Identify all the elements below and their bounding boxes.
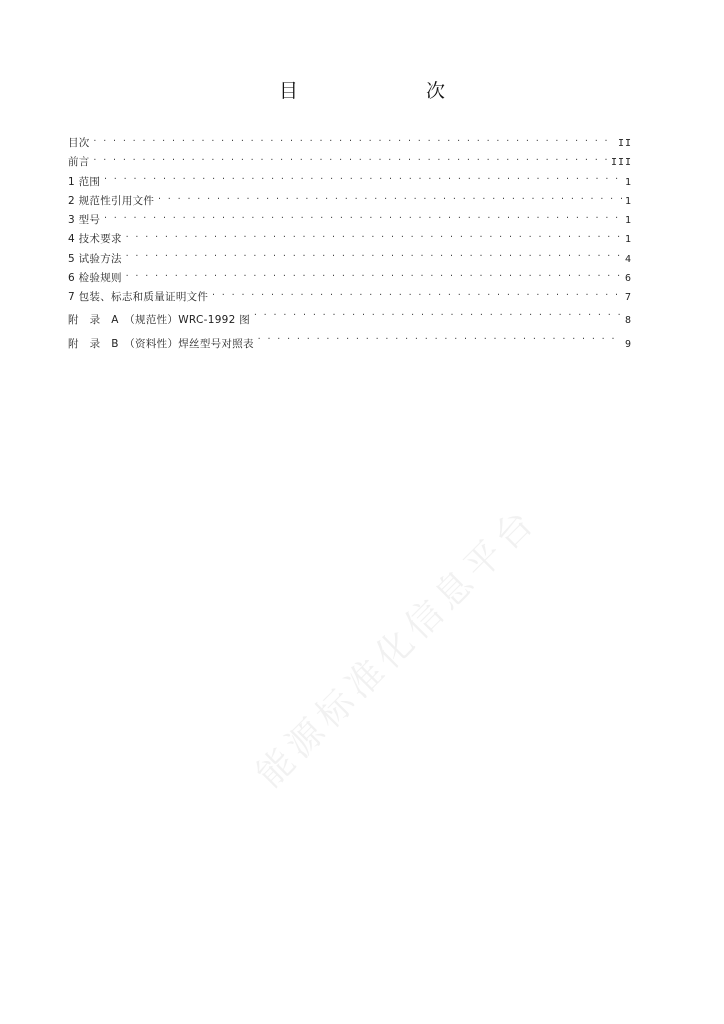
watermark: 能源标准化信息平台 [248, 499, 546, 796]
toc-leader-dots [93, 136, 615, 146]
toc-page-number: 1 [624, 195, 632, 207]
toc-entry-packaging-marking[interactable] [68, 288, 632, 307]
toc-leader-dots [253, 313, 622, 323]
page-title: 目 次 [278, 80, 475, 102]
toc-entry-model[interactable] [68, 211, 632, 230]
table-of-contents [68, 134, 632, 356]
toc-leader-dots [257, 337, 622, 347]
toc-entry-label: 2 规范性引用文件 [68, 194, 155, 207]
toc-entry-label: 1 范围 [68, 175, 101, 188]
toc-entry-technical-requirements[interactable] [68, 230, 632, 249]
toc-entry-inspection-rules[interactable] [68, 269, 632, 288]
toc-page-number: 1 [624, 215, 632, 227]
toc-entry-label: 附 录 B （资料性）焊丝型号对照表 [68, 337, 254, 350]
toc-leader-dots [93, 155, 608, 165]
toc-page-number: 1 [624, 234, 632, 246]
toc-leader-dots [211, 290, 622, 300]
toc-leader-dots [103, 175, 622, 185]
toc-page-number: 6 [624, 273, 632, 285]
toc-entry-label: 目次 [68, 137, 90, 149]
toc-page-number: 4 [624, 253, 632, 265]
toc-entry-appendix-a[interactable] [68, 308, 632, 332]
toc-entry-label: 4 技术要求 [68, 233, 122, 246]
toc-entry-label: 附 录 A （规范性）WRC-1992 图 [68, 313, 251, 326]
toc-entry-label: 前言 [68, 156, 90, 169]
toc-entry-label: 6 检验规则 [68, 272, 122, 285]
toc-entry-foreword[interactable] [68, 153, 632, 172]
toc-entry-appendix-b[interactable] [68, 332, 632, 356]
toc-page-number: 7 [624, 292, 632, 304]
toc-page-number: II [617, 138, 632, 149]
toc-page-number: 8 [624, 314, 632, 326]
toc-leader-dots [125, 252, 622, 262]
toc-page-number: 1 [624, 176, 632, 188]
toc-entry-contents[interactable] [68, 134, 632, 153]
toc-page-number: III [610, 157, 632, 169]
toc-entry-scope[interactable] [68, 173, 632, 192]
toc-leader-dots [103, 213, 622, 223]
toc-leader-dots [157, 194, 622, 204]
toc-leader-dots [125, 271, 622, 281]
toc-entry-normative-references[interactable] [68, 192, 632, 211]
toc-leader-dots [125, 232, 622, 242]
toc-entry-test-methods[interactable] [68, 250, 632, 269]
toc-entry-label: 7 包装、标志和质量证明文件 [68, 291, 209, 304]
toc-page-number: 9 [624, 338, 632, 350]
toc-entry-label: 5 试验方法 [68, 252, 122, 265]
toc-entry-label: 3 型号 [68, 214, 101, 227]
